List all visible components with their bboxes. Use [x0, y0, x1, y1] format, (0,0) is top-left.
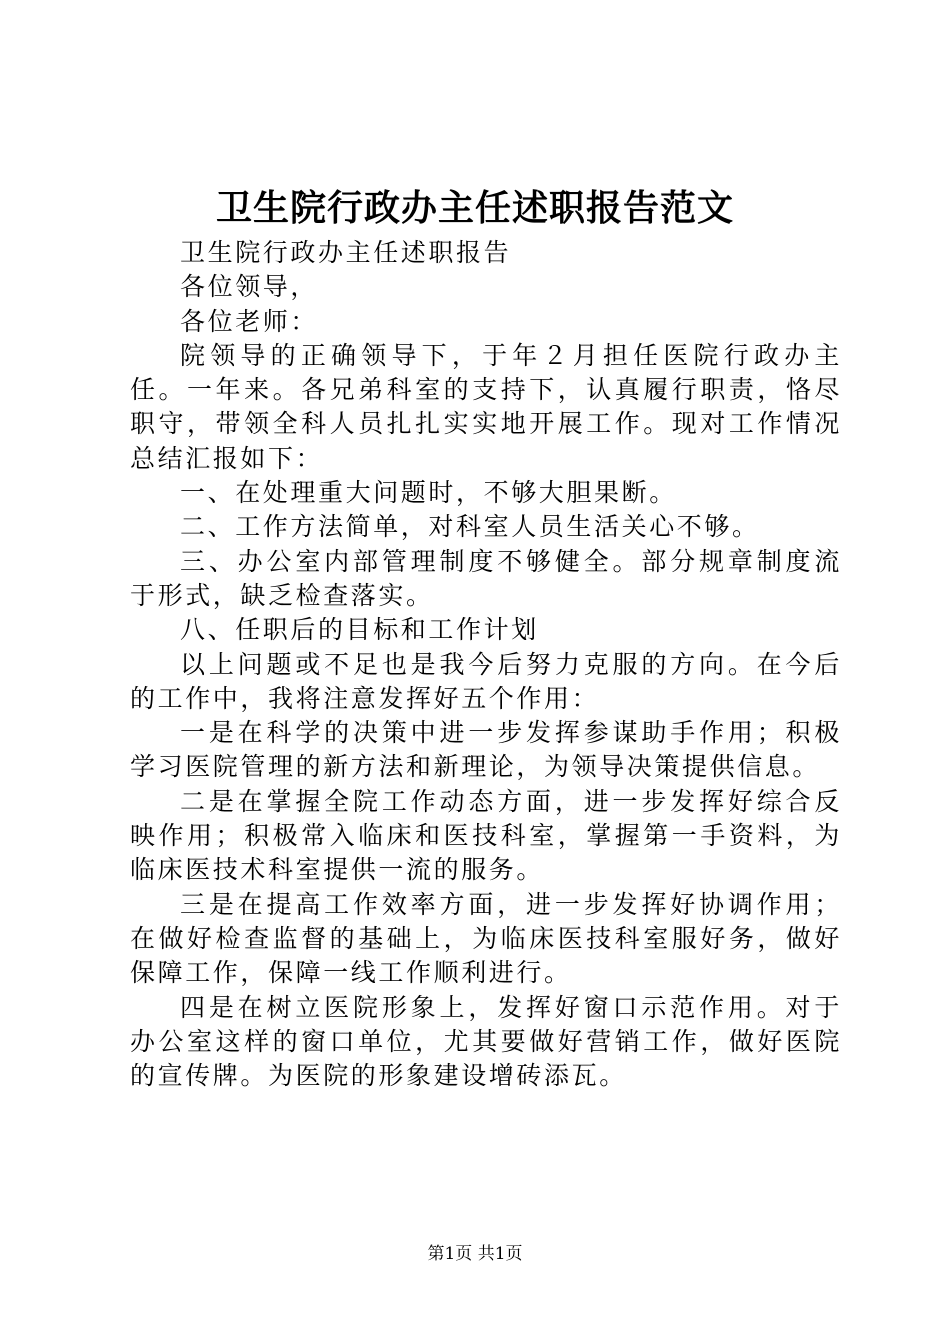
paragraph-salutation-teachers: 各位老师：: [180, 306, 319, 336]
document-title: 卫生院行政办主任述职报告范文: [215, 187, 734, 229]
paragraph: 二、工作方法简单，对科室人员生活关心不够。: [180, 512, 760, 542]
paragraph-heading: 卫生院行政办主任述职报告: [180, 238, 512, 267]
paragraph: 四是在树立医院形象上，发挥好窗口示范作用。对于办公室这样的窗口单位，尤其要做好营销工作，做好医院的宣传牌。为医院的形象建设增砖添瓦。: [130, 992, 842, 1091]
document-body: [130, 236, 842, 1093]
paragraph: 院领导的正确领导下，于年２月担任医院行政办主任。一年来。各兄弟科室的支持下，认真履行职责，恪尽职守，带领全科人员扎扎实实地开展工作。现对工作情况总结汇报如下：: [130, 340, 842, 473]
paragraph-salutation-leaders: 各位领导，: [180, 272, 319, 302]
paragraph: 以上问题或不足也是我今后努力克服的方向。在今后的工作中，我将注意发挥好五个作用：: [130, 649, 842, 713]
paragraph: 一是在科学的决策中进一步发挥参谋助手作用；积极学习医院管理的新方法和新理论，为领导决策提供信息。: [130, 718, 842, 782]
paragraph: 八、任职后的目标和工作计划: [180, 615, 539, 645]
paragraph: 二是在掌握全院工作动态方面，进一步发挥好综合反映作用；积极常入临床和医技科室，掌握第一手资料，为临床医技术科室提供一流的服务。: [130, 786, 842, 885]
paragraph: 三、办公室内部管理制度不够健全。部分规章制度流于形式，缺乏检查落实。: [130, 546, 842, 610]
page-footer: 第1页 共1页: [427, 1244, 523, 1264]
paragraph: 一、在处理重大问题时，不够大胆果断。: [180, 478, 677, 508]
paragraph: 三是在提高工作效率方面，进一步发挥好协调作用；在做好检查监督的基础上，为临床医技科室服好务，做好保障工作，保障一线工作顺利进行。: [130, 889, 842, 988]
